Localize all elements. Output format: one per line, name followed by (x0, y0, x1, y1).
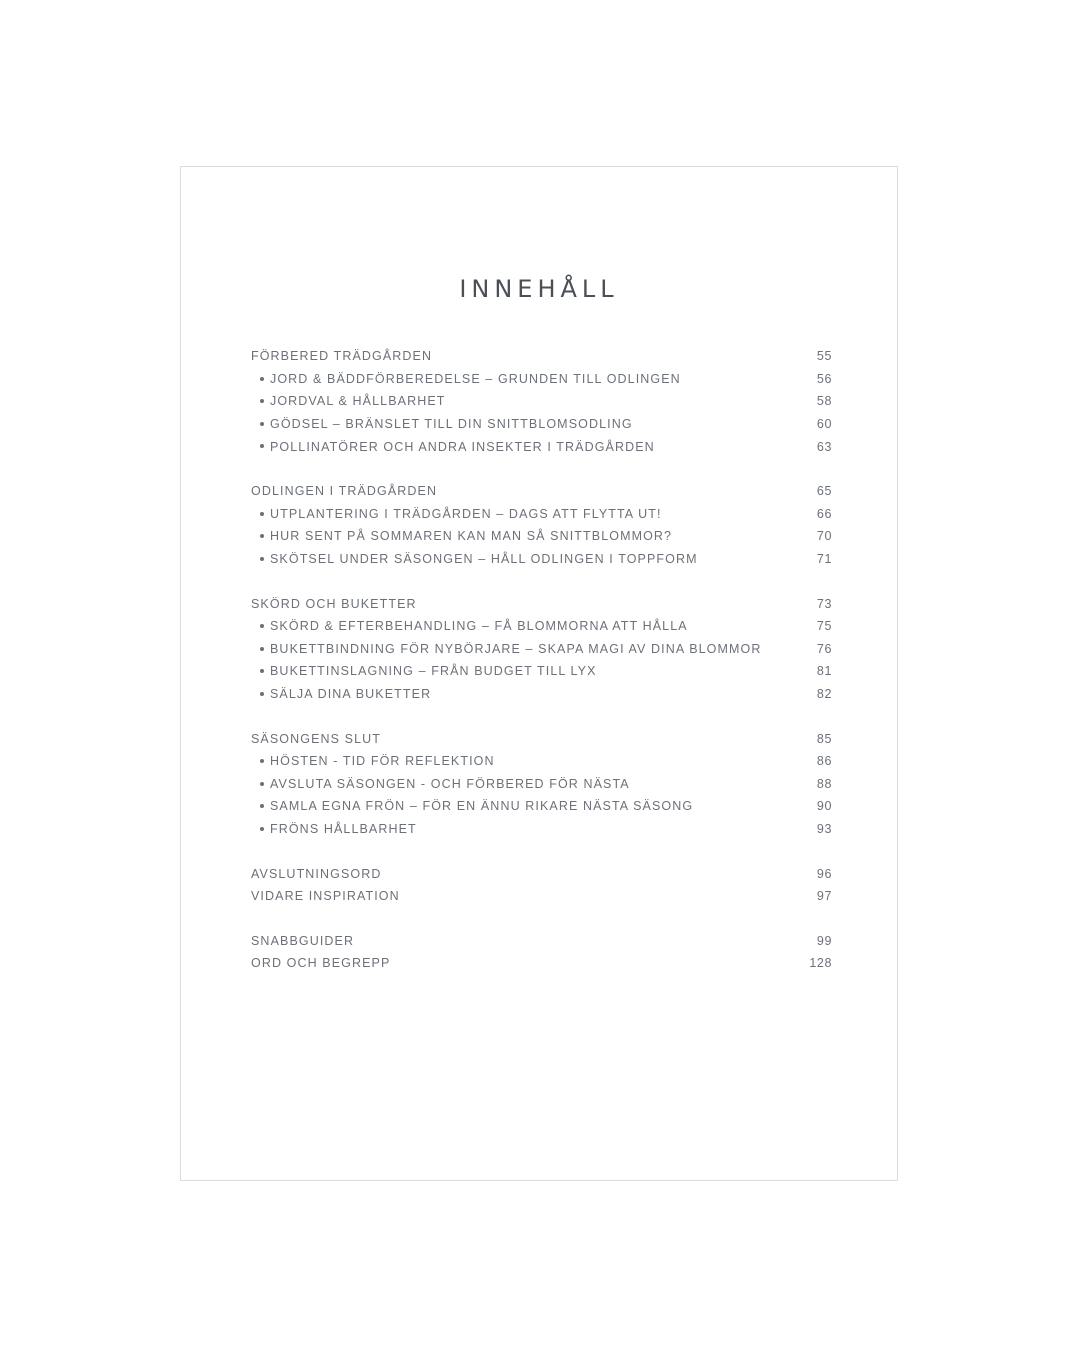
toc-subentry-row (251, 660, 832, 683)
page-number: 73 (816, 596, 832, 611)
toc-subentry-row (251, 503, 832, 526)
toc-subentry-row (251, 638, 832, 661)
subentry-title: POLLINATÖRER OCH ANDRA INSEKTER I TRÄDGÅRDEN (270, 439, 655, 454)
toc-section (251, 592, 832, 705)
toc-subentry-row (251, 818, 832, 841)
toc-chapter-row (251, 929, 832, 952)
chapter-title: VIDARE INSPIRATION (251, 889, 400, 904)
toc-subentry-row (251, 683, 832, 706)
bullet-icon (260, 692, 264, 696)
bullet-icon (260, 512, 264, 516)
toc-subentry-row (251, 795, 832, 818)
page-number: 65 (816, 484, 832, 499)
chapter-title: SKÖRD OCH BUKETTER (251, 596, 417, 611)
toc-section (251, 862, 832, 907)
bullet-icon (260, 534, 264, 538)
page-number: 58 (816, 394, 832, 409)
subentry-title: SKÖRD & EFTERBEHANDLING – FÅ BLOMMORNA ATT HÅLLA (270, 619, 688, 634)
page-number: 86 (816, 754, 832, 769)
bullet-icon (260, 624, 264, 628)
page-number: 90 (816, 799, 832, 814)
page-number: 97 (816, 889, 832, 904)
page-number: 76 (816, 641, 832, 656)
subentry-title: FRÖNS HÅLLBARHET (270, 821, 417, 836)
toc-chapter-row (251, 480, 832, 503)
page-number: 93 (816, 821, 832, 836)
bullet-icon (260, 422, 264, 426)
chapter-title: SÄSONGENS SLUT (251, 731, 382, 746)
page-number: 71 (816, 552, 832, 567)
subentry-title: BUKETTBINDNING FÖR NYBÖRJARE – SKAPA MAGI AV DINA BLOMMOR (270, 641, 762, 656)
bullet-icon (260, 827, 264, 831)
toc-chapter-row (251, 345, 832, 368)
subentry-title: JORD & BÄDDFÖRBEREDELSE – GRUNDEN TILL ODLINGEN (270, 371, 681, 386)
subentry-title: SAMLA EGNA FRÖN – FÖR EN ÄNNU RIKARE NÄSTA SÄSONG (270, 799, 694, 814)
page-number: 66 (816, 506, 832, 521)
page-number: 60 (816, 417, 832, 432)
chapter-title: AVSLUTNINGSORD (251, 866, 382, 881)
toc-subentry-row (251, 368, 832, 391)
toc-subentry-row (251, 390, 832, 413)
page-number: 85 (816, 731, 832, 746)
page-number: 55 (816, 349, 832, 364)
page-number: 96 (816, 866, 832, 881)
page-number: 70 (816, 529, 832, 544)
bullet-icon (260, 804, 264, 808)
bullet-icon (260, 759, 264, 763)
page-number: 82 (816, 687, 832, 702)
toc-chapter-row (251, 862, 832, 885)
bullet-icon (260, 557, 264, 561)
toc-chapter-row (251, 885, 832, 908)
subentry-title: JORDVAL & HÅLLBARHET (270, 394, 446, 409)
bullet-icon (260, 399, 264, 403)
subentry-title: HUR SENT PÅ SOMMAREN KAN MAN SÅ SNITTBLOMMOR? (270, 529, 673, 544)
book-page (180, 166, 898, 1181)
subentry-title: SÄLJA DINA BUKETTER (270, 687, 432, 702)
subentry-title: BUKETTINSLAGNING – FRÅN BUDGET TILL LYX (270, 664, 597, 679)
page-number: 56 (816, 371, 832, 386)
page-number: 128 (809, 956, 832, 971)
toc-section (251, 727, 832, 840)
toc-section (251, 345, 832, 458)
table-of-contents (251, 345, 832, 997)
subentry-title: SKÖTSEL UNDER SÄSONGEN – HÅLL ODLINGEN I TOPPFORM (270, 552, 698, 567)
subentry-title: UTPLANTERING I TRÄDGÅRDEN – DAGS ATT FLYTTA UT! (270, 506, 662, 521)
toc-chapter-row (251, 592, 832, 615)
toc-subentry-row (251, 750, 832, 773)
toc-subentry-row (251, 435, 832, 458)
bullet-icon (260, 444, 264, 448)
toc-subentry-row (251, 548, 832, 571)
page-number: 99 (816, 933, 832, 948)
toc-section (251, 480, 832, 570)
page-number: 81 (816, 664, 832, 679)
page-title: INNEHÅLL (459, 275, 619, 303)
subentry-title: GÖDSEL – BRÄNSLET TILL DIN SNITTBLOMSODLING (270, 417, 633, 432)
toc-subentry-row (251, 615, 832, 638)
chapter-title: FÖRBERED TRÄDGÅRDEN (251, 349, 433, 364)
chapter-title: ORD OCH BEGREPP (251, 956, 391, 971)
bullet-icon (260, 377, 264, 381)
toc-subentry-row (251, 773, 832, 796)
subentry-title: HÖSTEN - TID FÖR REFLEKTION (270, 754, 495, 769)
toc-chapter-row (251, 952, 832, 975)
page-number: 88 (816, 776, 832, 791)
bullet-icon (260, 782, 264, 786)
page-number: 75 (816, 619, 832, 634)
toc-subentry-row (251, 525, 832, 548)
subentry-title: AVSLUTA SÄSONGEN - OCH FÖRBERED FÖR NÄSTA (270, 776, 630, 791)
bullet-icon (260, 669, 264, 673)
chapter-title: ODLINGEN I TRÄDGÅRDEN (251, 484, 438, 499)
toc-chapter-row (251, 727, 832, 750)
chapter-title: SNABBGUIDER (251, 933, 355, 948)
toc-section (251, 929, 832, 974)
bullet-icon (260, 647, 264, 651)
page-number: 63 (816, 439, 832, 454)
toc-subentry-row (251, 413, 832, 436)
